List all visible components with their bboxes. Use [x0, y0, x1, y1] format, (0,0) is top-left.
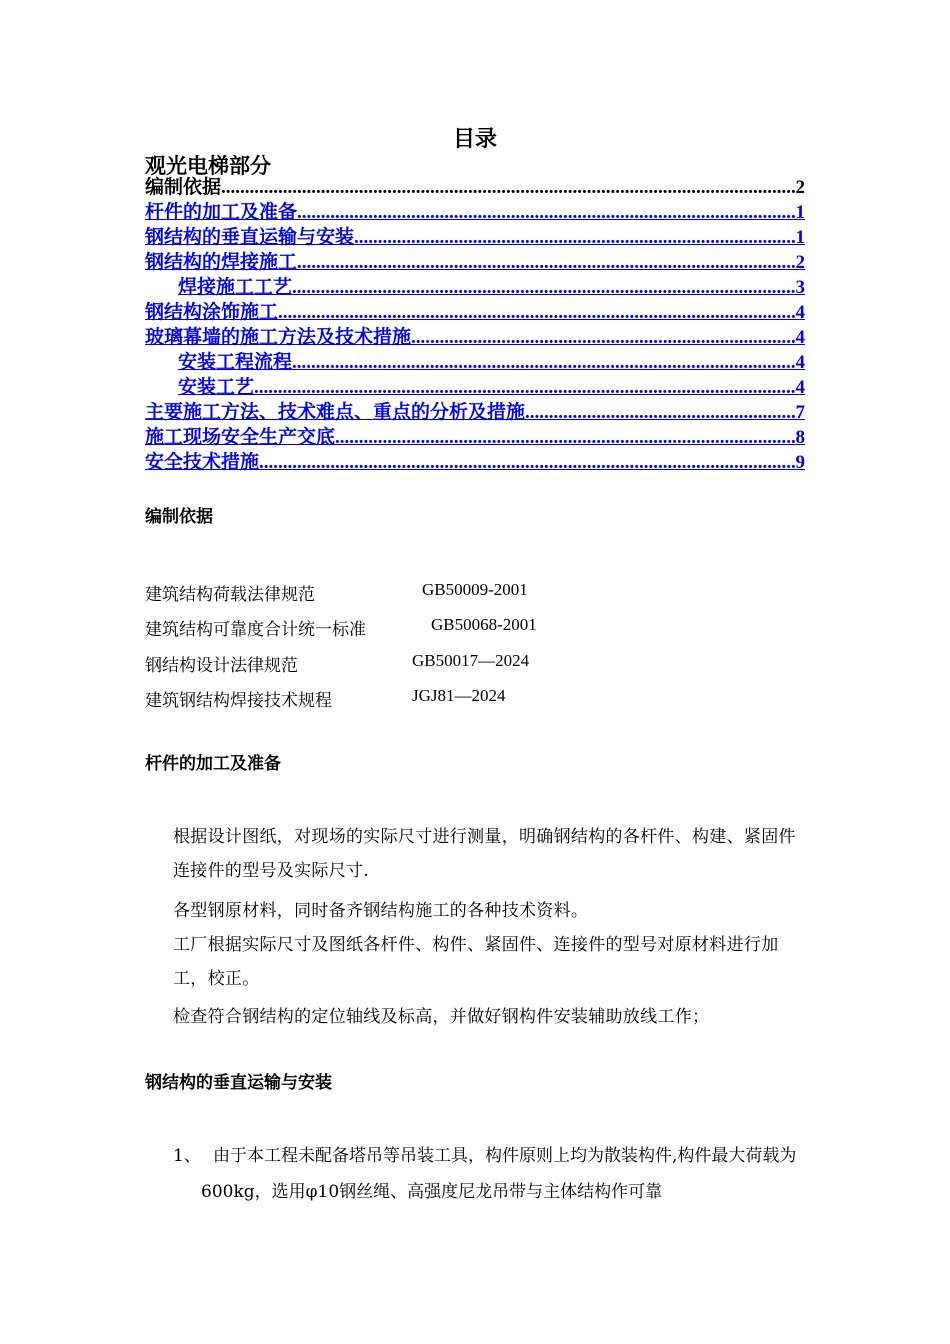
- toc-leader: [254, 375, 795, 400]
- paragraph: 检查符合钢结构的定位轴线及标高，并做好钢构件安装辅助放线工作；: [173, 1007, 710, 1027]
- standard-code: JGJ81—2024: [412, 686, 506, 705]
- toc-leader: [297, 250, 795, 275]
- standard-row: [145, 686, 506, 711]
- table-of-contents: [145, 175, 805, 475]
- toc-leader: [411, 325, 795, 350]
- toc-entry-link[interactable]: [145, 450, 805, 475]
- toc-entry-page: 4: [795, 377, 805, 398]
- toc-entry-label: 安全技术措施: [145, 451, 260, 473]
- toc-leader: [278, 300, 795, 325]
- toc-entry-page: 1: [795, 227, 805, 248]
- toc-entry-label: 主要施工方法、技术难点、重点的分析及措施: [145, 401, 526, 423]
- toc-entry-link[interactable]: [145, 325, 805, 350]
- paragraph: 工厂根据实际尺寸及图纸各杆件、构件、紧固件、连接件的型号对原材料进行加工，校正。: [173, 935, 779, 989]
- toc-entry-link[interactable]: [145, 275, 805, 300]
- toc-entry-link[interactable]: [145, 375, 805, 400]
- toc-entry-label: 焊接施工工艺: [178, 276, 293, 298]
- toc-leader: [292, 275, 795, 300]
- toc-entry-label: 安装工程流程: [178, 351, 293, 373]
- toc-leader: [297, 200, 795, 225]
- section-heading-prep: 杆件的加工及准备: [145, 754, 281, 774]
- toc-entry-link[interactable]: [145, 425, 805, 450]
- paragraph: 根据设计图纸，对现场的实际尺寸进行测量，明确钢结构的各杆件、构建、紧固件连接件的型号及实际尺寸.: [173, 827, 796, 881]
- toc-entry-label: 钢结构的垂直运输与安装: [145, 226, 355, 248]
- standard-name: 钢结构设计法律规范: [145, 656, 298, 676]
- section-heading-basis: 编制依据: [145, 507, 213, 527]
- toc-leader: [292, 350, 795, 375]
- toc-entry-label: 施工现场安全生产交底: [145, 426, 336, 448]
- standard-code: GB50068-2001: [431, 615, 537, 634]
- standard-name: 建筑钢结构焊接技术规程: [145, 691, 332, 711]
- toc-leader: [335, 425, 795, 450]
- standard-name: 建筑结构荷载法律规范: [145, 585, 315, 605]
- toc-entry-link[interactable]: [145, 200, 805, 225]
- toc-subtitle: 观光电梯部分: [145, 154, 271, 178]
- toc-entry-label: 钢结构涂饰施工: [145, 301, 279, 323]
- toc-entry-label: 安装工艺: [178, 376, 255, 398]
- toc-entry-page: 2: [795, 177, 805, 198]
- toc-entry-link[interactable]: [145, 400, 805, 425]
- standard-name: 建筑结构可靠度合计统一标准: [145, 620, 366, 640]
- toc-entry-label: 杆件的加工及准备: [145, 201, 298, 223]
- standard-code: GB50017—2024: [412, 651, 530, 670]
- toc-entry-page: 7: [795, 402, 805, 423]
- toc-entry-page: 1: [795, 202, 805, 223]
- standard-row: [145, 651, 530, 676]
- toc-entry-link[interactable]: [145, 225, 805, 250]
- toc-leader: [221, 175, 795, 200]
- standard-row: [145, 615, 537, 640]
- toc-entry-page: 3: [795, 277, 805, 298]
- standard-code: GB50009-2001: [422, 580, 528, 599]
- toc-entry-label: 编制依据: [145, 176, 222, 198]
- item-number: 1、: [173, 1146, 201, 1166]
- toc-entry[interactable]: [145, 175, 805, 200]
- toc-entry-page: 8: [795, 427, 805, 448]
- toc-entry-link[interactable]: [145, 300, 805, 325]
- toc-entry-page: 4: [795, 327, 805, 348]
- toc-entry-link[interactable]: [145, 350, 805, 375]
- toc-entry-page: 2: [795, 252, 805, 273]
- paragraph: 各型钢原材料，同时备齐钢结构施工的各种技术资料。: [173, 901, 589, 921]
- item-text: 由于本工程未配备塔吊等吊装工具，构件原则上均为散装构件,构件最大荷载为600kg，选用φ10钢丝绳、高强度尼龙吊带与主体结构作可靠: [201, 1146, 797, 1202]
- standard-row: [145, 580, 528, 605]
- toc-entry-label: 钢结构的焊接施工: [145, 251, 298, 273]
- toc-entry-page: 4: [795, 302, 805, 323]
- toc-leader: [259, 450, 795, 475]
- toc-entry-page: 9: [795, 452, 805, 473]
- toc-entry-page: 4: [795, 352, 805, 373]
- toc-entry-link[interactable]: [145, 250, 805, 275]
- section-heading-install: 钢结构的垂直运输与安装: [145, 1073, 332, 1093]
- toc-title: 目录: [452, 127, 497, 152]
- numbered-item: [173, 1138, 808, 1210]
- toc-leader: [525, 400, 795, 425]
- toc-entry-label: 玻璃幕墙的施工方法及技术措施: [145, 326, 412, 348]
- toc-leader: [354, 225, 795, 250]
